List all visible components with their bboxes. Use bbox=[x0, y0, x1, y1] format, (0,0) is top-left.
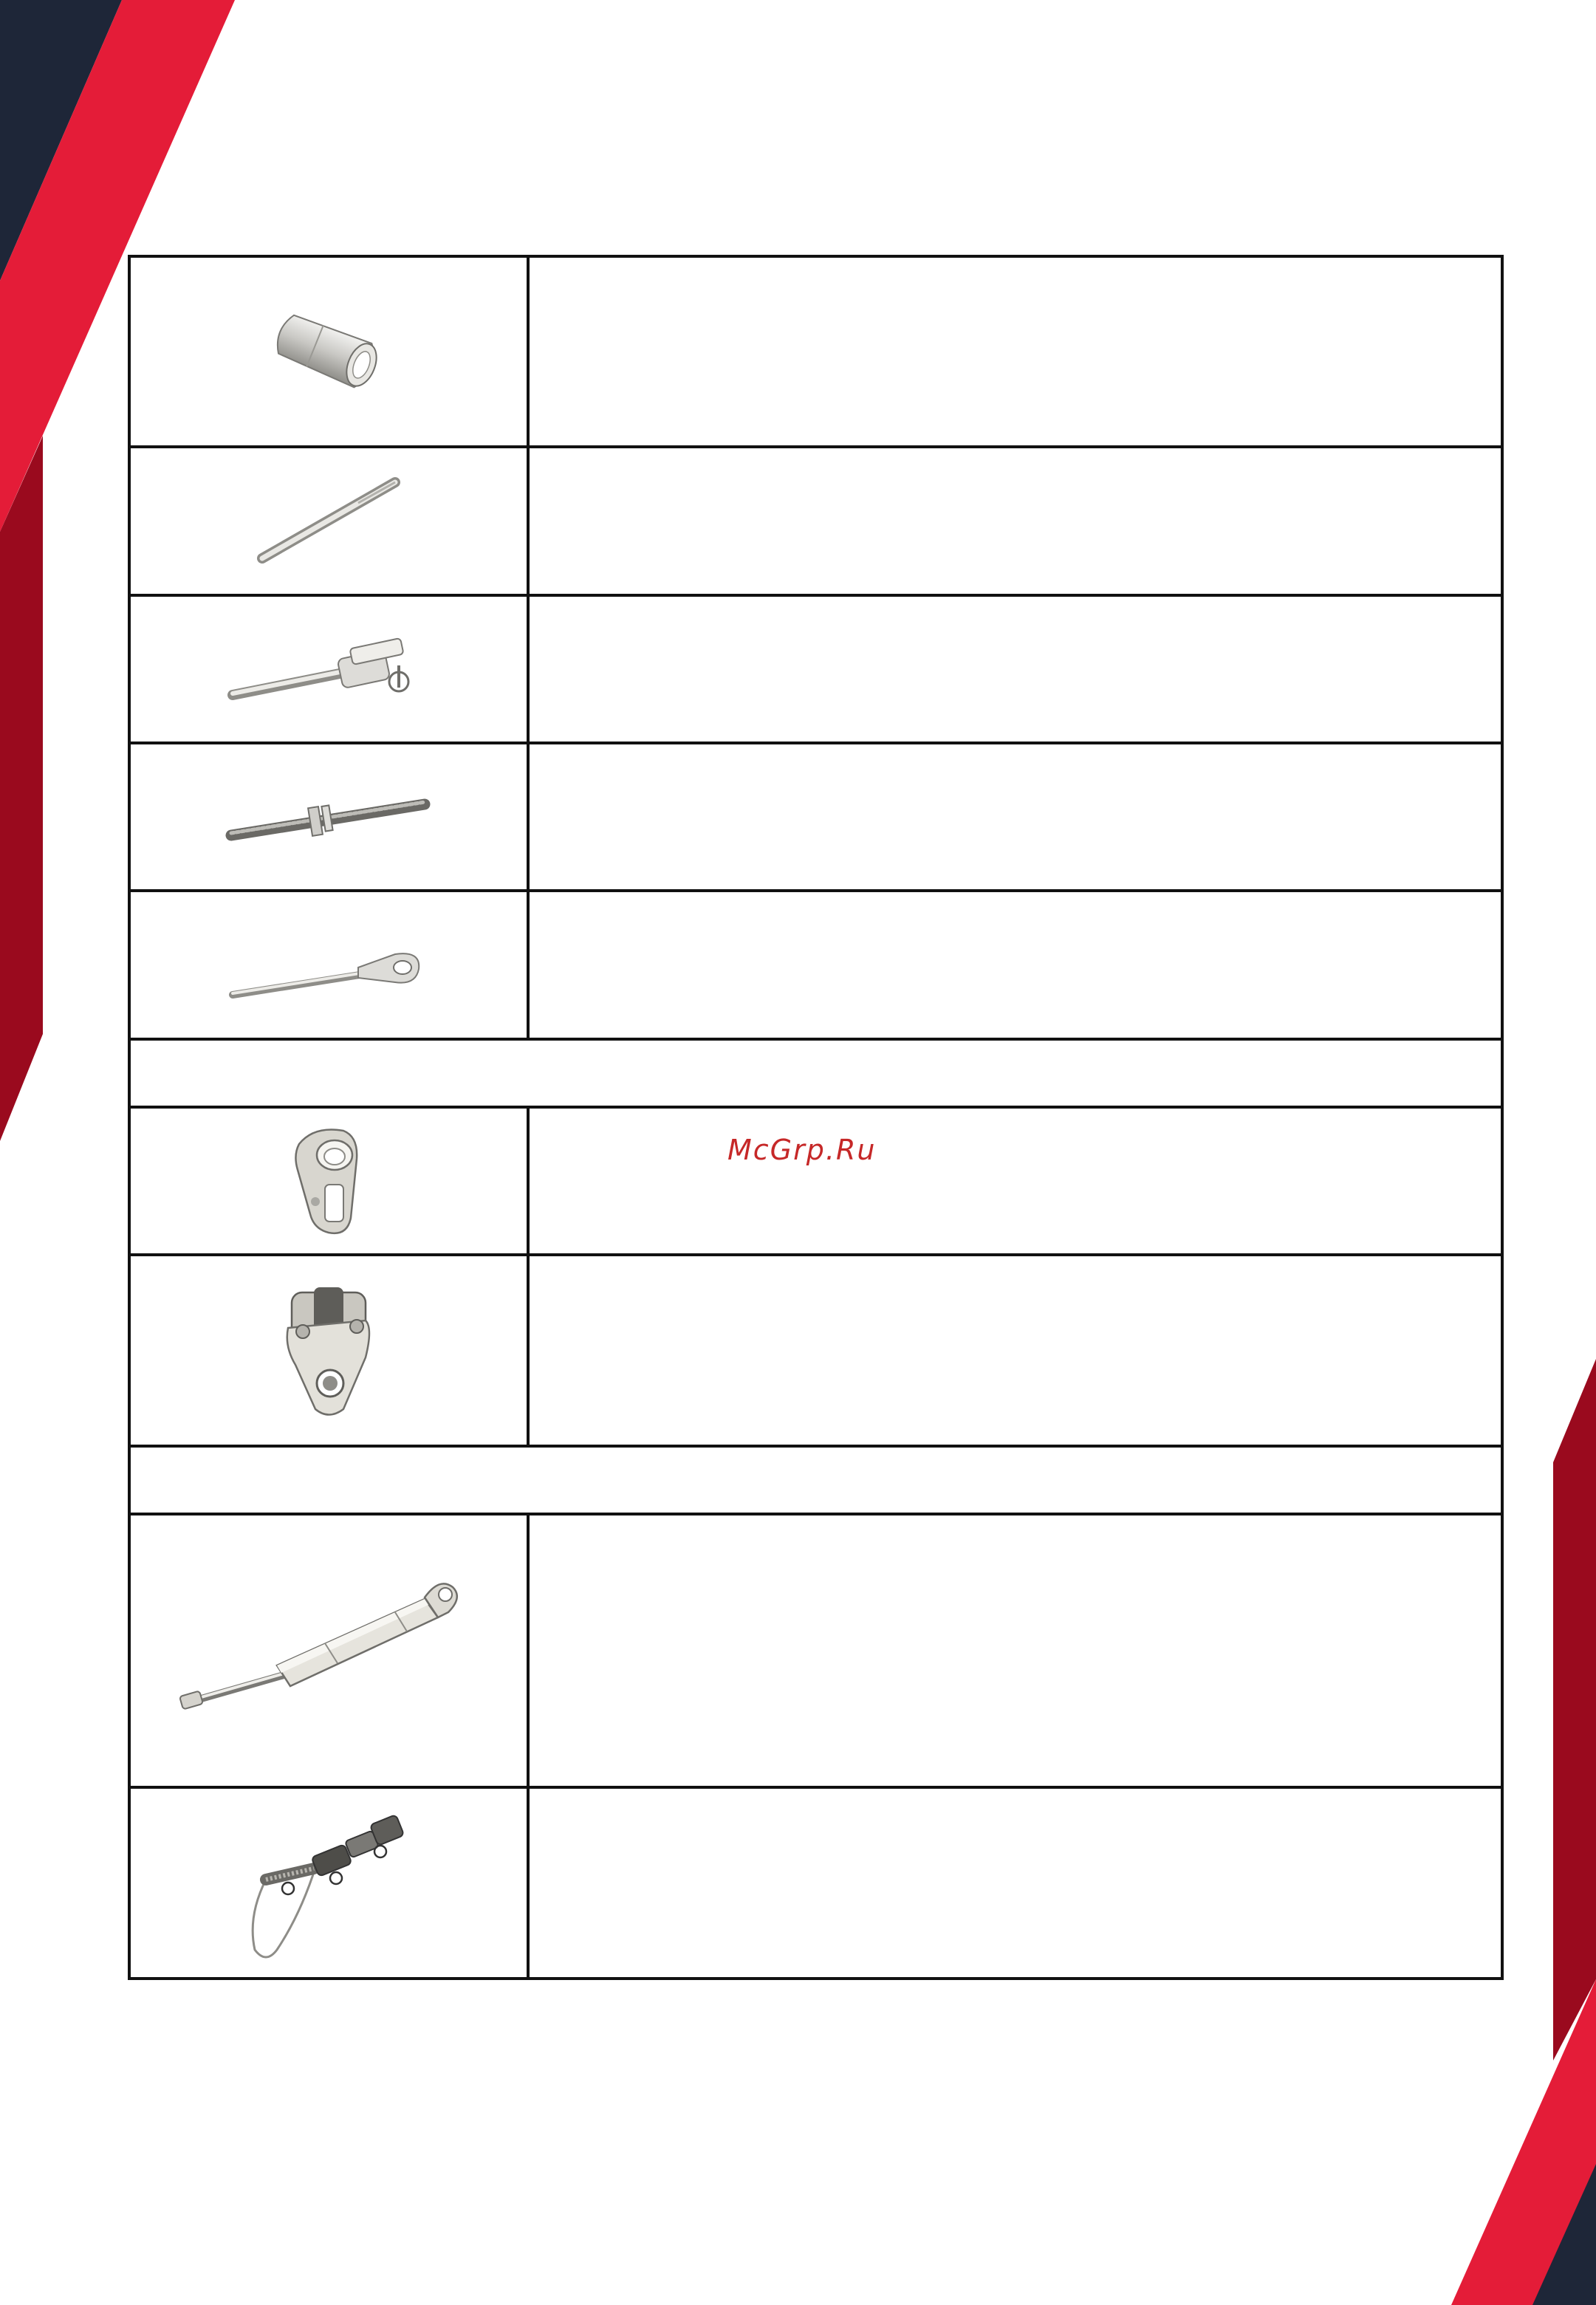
table-row bbox=[129, 595, 1502, 743]
tang-fitting-icon bbox=[262, 1276, 395, 1424]
ferrule-icon bbox=[240, 285, 417, 418]
description-cell bbox=[528, 1514, 1502, 1788]
table-row bbox=[129, 891, 1502, 1038]
image-cell bbox=[129, 891, 528, 1038]
threaded-stud-terminal-icon bbox=[218, 761, 439, 872]
description-cell bbox=[528, 743, 1502, 891]
watermark-text: McGrp.Ru bbox=[727, 1134, 877, 1166]
dark-red-right-band bbox=[1553, 1359, 1596, 2061]
description-cell bbox=[528, 891, 1502, 1038]
image-cell bbox=[129, 1514, 528, 1788]
description-cell bbox=[528, 447, 1502, 595]
table-row bbox=[129, 1107, 1502, 1255]
navy-bottom-right-corner bbox=[1532, 2164, 1596, 2305]
image-cell bbox=[129, 1255, 528, 1445]
hydraulic-tensioner-icon bbox=[174, 1555, 484, 1747]
swage-terminal-stud-icon bbox=[240, 466, 417, 577]
eye-terminal-icon bbox=[218, 910, 439, 1021]
table-row bbox=[129, 743, 1502, 891]
image-cell bbox=[129, 1107, 528, 1255]
description-cell bbox=[528, 595, 1502, 743]
section-header-cell bbox=[129, 1039, 1502, 1107]
table-row bbox=[129, 1787, 1502, 1979]
section-row bbox=[129, 1039, 1502, 1107]
dark-red-left-band bbox=[0, 436, 43, 1141]
description-cell bbox=[528, 256, 1502, 447]
safety-lanyard-icon bbox=[233, 1798, 425, 1968]
toggle-fitting-icon bbox=[270, 1114, 388, 1247]
image-cell bbox=[129, 595, 528, 743]
description-cell bbox=[528, 1787, 1502, 1979]
table-row bbox=[129, 1255, 1502, 1445]
table-row bbox=[129, 1514, 1502, 1788]
description-cell bbox=[528, 1107, 1502, 1255]
navy-corner-band bbox=[0, 0, 122, 281]
table-row bbox=[129, 447, 1502, 595]
red-bottom-right-band bbox=[1451, 1979, 1596, 2305]
image-cell bbox=[129, 743, 528, 891]
image-cell bbox=[129, 1787, 528, 1979]
image-cell bbox=[129, 256, 528, 447]
image-cell bbox=[129, 447, 528, 595]
section-header-cell bbox=[129, 1446, 1502, 1514]
section-row bbox=[129, 1446, 1502, 1514]
parts-table bbox=[128, 255, 1504, 1980]
table-row bbox=[129, 256, 1502, 447]
description-cell bbox=[528, 1255, 1502, 1445]
fork-terminal-with-pin-icon bbox=[218, 614, 439, 725]
